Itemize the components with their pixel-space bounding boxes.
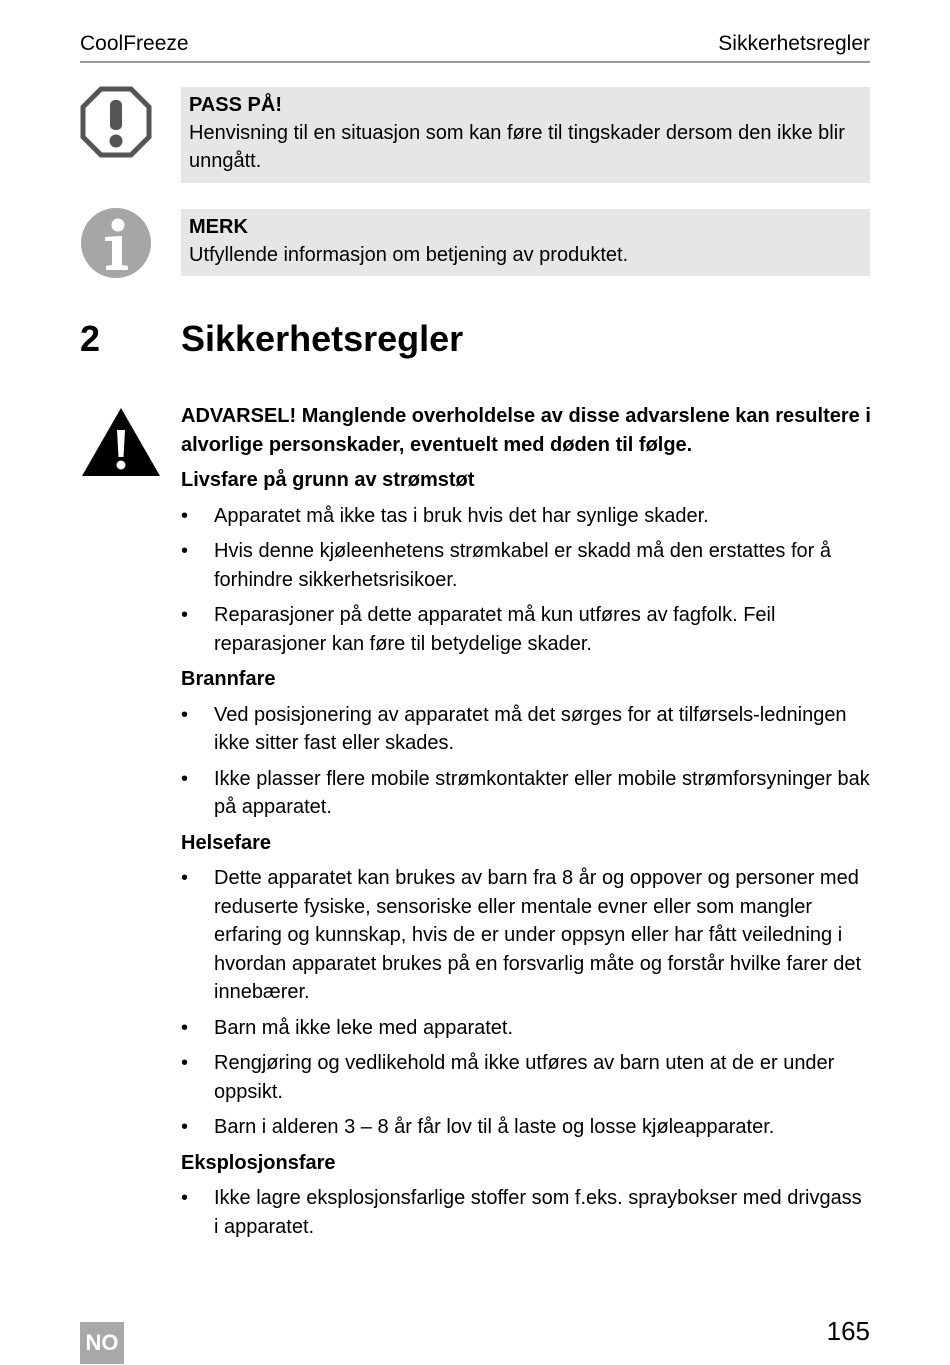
list-item: • Reparasjoner på dette apparatet må kun utføres av fagfolk. Feil reparasjoner kan føre til betydelige skader. <box>181 601 871 658</box>
section-title: Sikkerhetsregler <box>181 318 464 359</box>
bullet-mark: • <box>181 867 189 889</box>
bullet-mark: • <box>181 1052 189 1074</box>
warning-triangle-icon <box>80 406 162 478</box>
list-item: • Dette apparatet kan brukes av barn fra 8 år og oppover og personer med reduserte fysiske, sensoriske eller mentale evner eller som mangler erfaring og kunnskap, hvis de er under oppsyn eller har fått veiledning i hvordan apparatet brukes på en forsvarlig måte og forstår hvilke farer det innebærer. <box>181 864 871 1007</box>
list-item: • Apparatet må ikke tas i bruk hvis det har synlige skader. <box>181 502 871 531</box>
list-item: • Barn i alderen 3 – 8 år får lov til å laste og losse kjøleapparater. <box>181 1113 871 1142</box>
notice-note-text: Utfyllende informasjon om betjening av produktet. <box>189 244 629 266</box>
group-heading-explosion: Eksplosjonsfare <box>181 1151 336 1174</box>
bullet-mark: • <box>181 504 189 527</box>
page-header <box>80 30 870 63</box>
exclamation-octagon-icon <box>80 86 152 158</box>
notice-caution-text: Henvisning til en situasjon som kan føre til tingskader dersom den ikke blir unngått. <box>189 122 845 172</box>
group-heading-health: Helsefare <box>181 831 272 854</box>
warning-text: ADVARSEL! Manglende overholdelse av disse advarslene kan resultere i alvorlige personskader, eventuelt med døden til følge. <box>181 405 871 456</box>
bullet-mark: • <box>181 767 189 790</box>
list-item: • Ikke plasser flere mobile strømkontakter eller mobile strømforsyninger bak på apparatet. <box>181 765 871 822</box>
list-item: • Rengjøring og vedlikehold må ikke utføres av barn uten at de er under oppsikt. <box>181 1049 871 1106</box>
bullet-mark: • <box>181 1187 189 1209</box>
header-section-name: Sikkerhetsregler <box>718 32 870 55</box>
bullet-mark: • <box>181 1116 189 1138</box>
list-item: • Hvis denne kjøleenhetens strømkabel er skadd må den erstattes for å forhindre sikkerhetsrisikoer. <box>181 537 871 594</box>
bullet-list-explosion <box>181 1184 871 1241</box>
language-badge: NO <box>80 1322 124 1364</box>
group-heading-fire: Brannfare <box>181 668 276 690</box>
bullet-mark: • <box>181 1016 189 1039</box>
safety-content <box>181 402 871 1248</box>
bullet-mark: • <box>181 540 189 562</box>
page-number: 165 <box>826 1316 870 1346</box>
section-number: 2 <box>80 318 101 359</box>
list-item: • Ved posisjonering av apparatet må det sørges for at tilførsels-ledningen ikke sitter fast eller skades. <box>181 701 871 758</box>
header-product-name: CoolFreeze <box>80 32 189 55</box>
bullet-list-fire <box>181 701 871 822</box>
bullet-mark: • <box>181 703 189 726</box>
notice-note-title: MERK <box>189 216 248 238</box>
list-item: • Barn må ikke leke med apparatet. <box>181 1014 871 1043</box>
notice-note <box>181 209 870 276</box>
notice-caution-title: PASS PÅ! <box>189 94 282 116</box>
notice-caution <box>181 87 870 183</box>
list-item: • Ikke lagre eksplosjonsfarlige stoffer som f.eks. spraybokser med drivgass i apparatet. <box>181 1184 871 1241</box>
info-circle-icon <box>80 207 152 279</box>
group-heading-electric: Livsfare på grunn av strømstøt <box>181 469 475 491</box>
bullet-list-health <box>181 864 871 1142</box>
bullet-mark: • <box>181 604 189 626</box>
bullet-list-electric <box>181 502 871 659</box>
